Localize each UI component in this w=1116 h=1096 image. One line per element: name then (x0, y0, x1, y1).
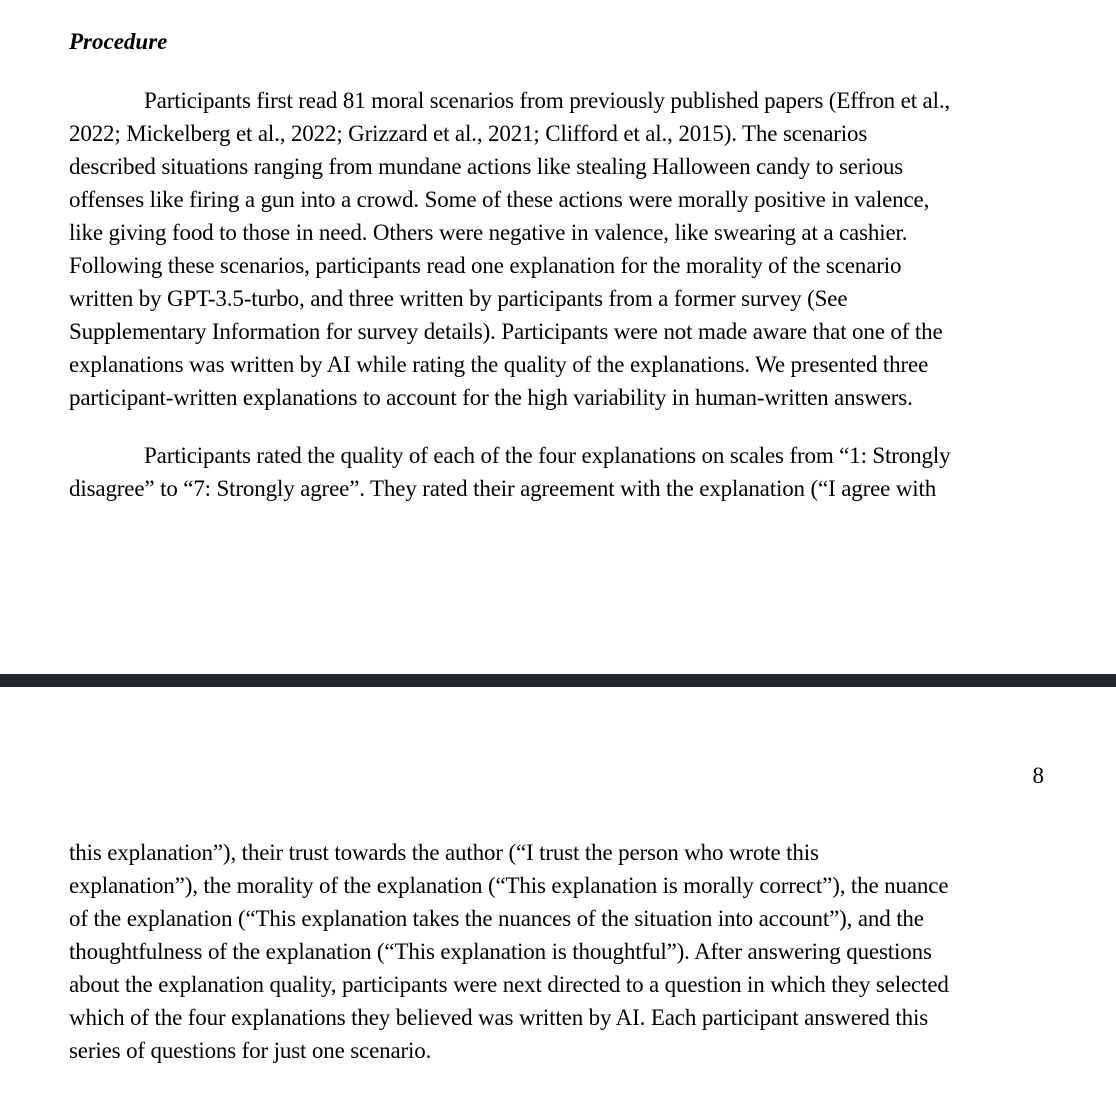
text-line: disagree” to “7: Strongly agree”. They rated their agreement with the explanation (“I agree with (69, 476, 937, 501)
text-line: Participants rated the quality of each of the four explanations on scales from “1: Strongly (144, 443, 951, 468)
text-line: which of the four explanations they believed was written by AI. Each participant answered this (69, 1005, 928, 1030)
section-heading: Procedure (69, 29, 168, 54)
text-line: of the explanation (“This explanation takes the nuances of the situation into account”), and the (69, 906, 924, 931)
text-line: 2022; Mickelberg et al., 2022; Grizzard et al., 2021; Clifford et al., 2015). The scenarios (69, 121, 868, 146)
text-line: participant-written explanations to account for the high variability in human-written answers. (69, 385, 913, 410)
text-line: about the explanation quality, participants were next directed to a question in which they selected (69, 972, 949, 997)
text-line: Supplementary Information for survey details). Participants were not made aware that one of the (69, 319, 943, 344)
text-line: thoughtfulness of the explanation (“This explanation is thoughtful”). After answering questions (69, 939, 932, 964)
text-line: written by GPT-3.5-turbo, and three written by participants from a former survey (See (69, 286, 848, 311)
text-line: Participants first read 81 moral scenarios from previously published papers (Effron et al., (144, 88, 951, 113)
text-line: Following these scenarios, participants read one explanation for the morality of the scenario (69, 253, 902, 278)
text-line: explanations was written by AI while rating the quality of the explanations. We presented three (69, 352, 929, 377)
paragraph-ratings-continued (69, 836, 949, 1067)
text-line: offenses like firing a gun into a crowd. Some of these actions were morally positive in valence, (69, 187, 930, 212)
text-line: like giving food to those in need. Others were negative in valence, like swearing at a cashier. (69, 220, 908, 245)
text-line: explanation”), the morality of the explanation (“This explanation is morally correct”), the nuance (69, 873, 949, 898)
text-line: this explanation”), their trust towards the author (“I trust the person who wrote this (69, 840, 819, 865)
page-number: 8 (1032, 763, 1044, 788)
text-line: described situations ranging from mundane actions like stealing Halloween candy to serious (69, 154, 904, 179)
paragraph-scenarios (69, 84, 950, 414)
page-break-divider (0, 674, 1116, 687)
paragraph-ratings (69, 439, 950, 505)
text-line: series of questions for just one scenario. (69, 1038, 432, 1063)
